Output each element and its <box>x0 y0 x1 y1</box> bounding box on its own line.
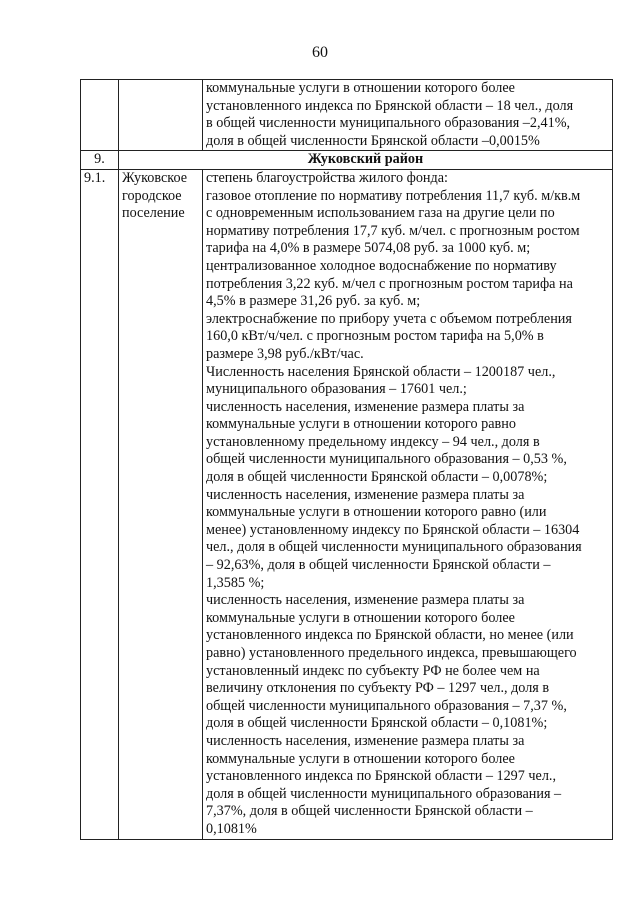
entry-description-line: размере 3,98 руб./кВт/час. <box>206 345 364 362</box>
entry-description-line: 160,0 кВт/ч/чел. с прогнозным ростом тарифа на 5,0% в <box>206 328 544 345</box>
continuation-description-cell <box>203 80 613 151</box>
entry-description-line: 0,1081% <box>206 820 257 837</box>
district-row <box>81 151 613 170</box>
entry-description-line: электроснабжение по прибору учета с объемом потребления <box>206 310 572 327</box>
entry-description-line: тарифа на 4,0% в размере 5074,08 руб. за 1000 куб. м; <box>206 240 531 257</box>
entry-description-line: численность населения, изменение размера платы за <box>206 732 525 749</box>
entry-description-line: численность населения, изменение размера платы за <box>206 398 525 415</box>
entry-description-line: доля в общей численности Брянской области – 0,1081%; <box>206 715 548 732</box>
entry-description-line: нормативу потребления 17,7 куб. м/чел. с прогнозным ростом <box>206 222 580 239</box>
entry-description-line: установленному предельному индексу – 94 чел., доля в <box>206 433 540 450</box>
entry-description-line: Численность населения Брянской области – 1200187 чел., <box>206 363 556 380</box>
continuation-number-cell <box>81 80 119 151</box>
entry-description-line: с одновременным использованием газа на другие цели по <box>206 205 555 222</box>
district-number: 9. <box>81 151 119 170</box>
entry-description-line: доля в общей численности Брянской области – 0,0078%; <box>206 469 548 486</box>
entry-description-line: потребления 3,22 куб. м/чел с прогнозным ростом тарифа на <box>206 275 573 292</box>
entry-description-line: – 92,63%, доля в общей численности Брянской области – <box>206 557 551 574</box>
entry-description-line: установленного индекса по Брянской области – 1297 чел., <box>206 768 557 785</box>
entry-description-line: 1,3585 %; <box>206 574 265 591</box>
continuation-text-line: установленного индекса по Брянской области – 18 чел., доля <box>206 97 574 114</box>
continuation-text-line: доля в общей численности Брянской области –0,0015% <box>206 132 540 149</box>
entry-description-line: коммунальные услуги в отношении которого равно <box>206 416 516 433</box>
entry-description-line: численность населения, изменение размера платы за <box>206 486 525 503</box>
entry-description-line: менее) установленному индексу по Брянской области – 16304 <box>206 521 580 538</box>
entry-description <box>203 169 613 839</box>
continuation-text-line: в общей численности муниципального образования –2,41%, <box>206 115 571 132</box>
document-table <box>80 79 613 840</box>
district-title: Жуковский район <box>119 151 613 170</box>
entry-name-line: поселение <box>122 205 185 222</box>
entry-description-line: установленного индекса по Брянской области, но менее (или <box>206 627 574 644</box>
entry-description-line: 4,5% в размере 31,26 руб. за куб. м; <box>206 293 421 310</box>
entry-name <box>119 169 203 839</box>
entry-description-line: общей численности муниципального образования – 0,53 %, <box>206 451 567 468</box>
table-row <box>81 169 613 839</box>
continuation-row <box>81 80 613 151</box>
entry-description-line: доля в общей численности муниципального образования – <box>206 785 562 802</box>
entry-description-line: 7,37%, доля в общей численности Брянской области – <box>206 803 533 820</box>
entry-description-line: степень благоустройства жилого фонда: <box>206 169 448 186</box>
entry-number: 9.1. <box>81 169 119 839</box>
page-number: 60 <box>312 44 328 61</box>
entry-description-line: численность населения, изменение размера платы за <box>206 592 525 609</box>
entry-name-line: городское <box>122 187 182 204</box>
entry-description-line: равно) установленного предельного индекса, превышающего <box>206 645 577 661</box>
entry-description-line: централизованное холодное водоснабжение по нормативу <box>206 257 557 274</box>
continuation-text-line: коммунальные услуги в отношении которого более <box>206 80 515 96</box>
entry-description-line: муниципального образования – 17601 чел.; <box>206 381 467 398</box>
entry-description-line: чел., доля в общей численности муниципального образования <box>206 539 582 556</box>
entry-description-line: коммунальные услуги в отношении которого более <box>206 750 515 767</box>
entry-description-line: величину отклонения по субъекту РФ – 1297 чел., доля в <box>206 680 550 697</box>
entry-description-line: коммунальные услуги в отношении которого более <box>206 609 515 626</box>
entry-description-line: общей численности муниципального образования – 7,37 %, <box>206 697 567 714</box>
continuation-name-cell <box>119 80 203 151</box>
entry-name-line: Жуковское <box>122 169 188 186</box>
entry-description-line: газовое отопление по нормативу потребления 11,7 куб. м/кв.м <box>206 187 581 204</box>
entry-description-line: установленный индекс по субъекту РФ не более чем на <box>206 662 540 679</box>
entry-description-line: коммунальные услуги в отношении которого равно (или <box>206 504 547 521</box>
